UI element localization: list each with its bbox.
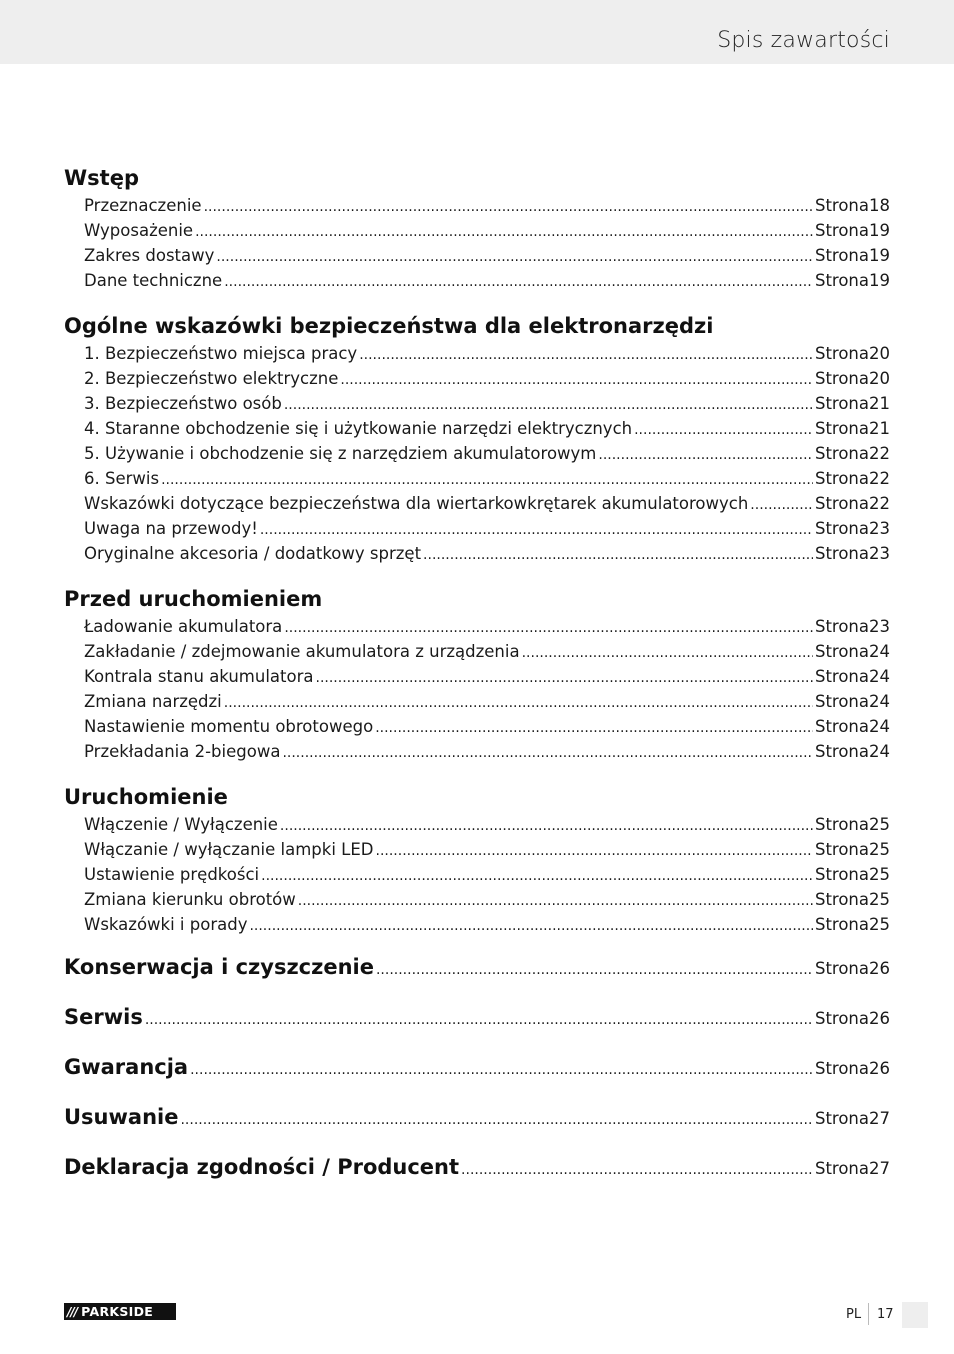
page-word: Strona xyxy=(814,494,869,513)
page-number: 24 xyxy=(869,717,890,736)
page-word: Strona xyxy=(814,815,869,834)
page-number: 25 xyxy=(869,915,890,934)
dot-leader xyxy=(423,543,813,568)
toc-entry-label: Ładowanie akumulatora xyxy=(84,617,283,636)
page-word: Strona xyxy=(814,519,869,538)
dot-leader xyxy=(216,245,813,270)
toc-entry[interactable] xyxy=(64,837,890,862)
toc-entry[interactable] xyxy=(64,243,890,268)
dot-leader xyxy=(750,493,813,518)
toc-entry-label: Wskazówki i porady xyxy=(84,915,248,934)
section-title: Gwarancja xyxy=(64,1055,189,1079)
dot-leader xyxy=(260,518,813,543)
dot-leader xyxy=(376,839,813,864)
toc-entry-label: Kontrala stanu akumulatora xyxy=(84,667,314,686)
toc-heading-warranty[interactable] xyxy=(64,1042,890,1092)
section-title: Uruchomienie xyxy=(64,785,228,809)
toc-entry[interactable] xyxy=(64,739,890,764)
page-number: 23 xyxy=(869,617,890,636)
toc-section-safety xyxy=(64,311,890,566)
page-word: Strona xyxy=(814,642,869,661)
dot-leader xyxy=(316,666,813,691)
page-word: Strona xyxy=(814,369,869,388)
dot-leader xyxy=(224,691,813,716)
page-word: Strona xyxy=(814,394,869,413)
toc-heading-service[interactable] xyxy=(64,992,890,1042)
toc-entry[interactable] xyxy=(64,812,890,837)
toc-section-before-start xyxy=(64,584,890,764)
toc-entry-label: 1. Bezpieczeństwo miejsca pracy xyxy=(84,344,358,363)
page-number: 23 xyxy=(869,519,890,538)
dot-leader xyxy=(280,814,813,839)
parkside-logo xyxy=(64,1303,176,1320)
toc-heading-maintenance[interactable] xyxy=(64,942,890,992)
toc-entry[interactable] xyxy=(64,416,890,441)
logo-text: PARKSIDE xyxy=(81,1304,154,1319)
section-title: Przed uruchomieniem xyxy=(64,587,323,611)
toc-entry[interactable] xyxy=(64,664,890,689)
page-number: 23 xyxy=(869,544,890,563)
section-title: Konserwacja i czyszczenie xyxy=(64,955,374,979)
toc-entry-label: 4. Staranne obchodzenie się i użytkowanie narzędzi elektrycznych xyxy=(84,419,633,438)
dot-leader xyxy=(634,418,813,443)
toc-entry[interactable] xyxy=(64,441,890,466)
dot-leader xyxy=(180,1095,813,1145)
toc-entry[interactable] xyxy=(64,516,890,541)
toc-entry-label: Zmiana narzędzi xyxy=(84,692,222,711)
dot-leader xyxy=(204,195,813,220)
page-word: Strona xyxy=(814,667,869,686)
logo-stripes-icon: /// xyxy=(67,1304,78,1319)
toc-entry[interactable] xyxy=(64,714,890,739)
section-title: Deklaracja zgodności / Producent xyxy=(64,1155,460,1179)
page-number: 27 xyxy=(869,1159,890,1178)
page-number: 27 xyxy=(869,1109,890,1128)
page-number: 25 xyxy=(869,865,890,884)
toc-heading-disposal[interactable] xyxy=(64,1092,890,1142)
toc-entry-label: Ustawienie prędkości xyxy=(84,865,260,884)
page-word: Strona xyxy=(814,742,869,761)
toc-entry-label: Przeznaczenie xyxy=(84,196,202,215)
page-word: Strona xyxy=(814,1109,869,1128)
page-number: 25 xyxy=(869,815,890,834)
dot-leader xyxy=(340,368,813,393)
toc-entry-label: Dane techniczne xyxy=(84,271,223,290)
page-number: 26 xyxy=(869,1009,890,1028)
toc-section-operation xyxy=(64,782,890,937)
page-word: Strona xyxy=(814,221,869,240)
page-word: Strona xyxy=(814,1009,869,1028)
toc-entry-label: Nastawienie momentu obrotowego xyxy=(84,717,374,736)
page-word: Strona xyxy=(814,890,869,909)
page-number: 19 xyxy=(869,221,890,240)
page-number-footer: 17 xyxy=(877,1307,894,1322)
page-number: 22 xyxy=(869,469,890,488)
section-title: Serwis xyxy=(64,1005,143,1029)
toc-entry[interactable] xyxy=(64,541,890,566)
page-number: 24 xyxy=(869,742,890,761)
page-title: Spis zawartości xyxy=(717,28,890,53)
page-number: 24 xyxy=(869,692,890,711)
page-number: 24 xyxy=(869,642,890,661)
dot-leader xyxy=(161,468,813,493)
dot-leader xyxy=(284,616,813,641)
toc-entry[interactable] xyxy=(64,614,890,639)
page-number: 25 xyxy=(869,890,890,909)
footer-divider xyxy=(868,1303,869,1325)
dot-leader xyxy=(522,641,813,666)
toc-entry-label: Wyposażenie xyxy=(84,221,194,240)
toc-entry[interactable] xyxy=(64,689,890,714)
footer-tab-box xyxy=(902,1302,928,1328)
dot-leader xyxy=(598,443,813,468)
toc-entry-label: Zakładanie / zdejmowanie akumulatora z urządzenia xyxy=(84,642,520,661)
page-word: Strona xyxy=(814,717,869,736)
page-word: Strona xyxy=(814,469,869,488)
page-number: 19 xyxy=(869,271,890,290)
page-word: Strona xyxy=(814,692,869,711)
page-number: 19 xyxy=(869,246,890,265)
page-number: 24 xyxy=(869,667,890,686)
dot-leader xyxy=(249,914,813,939)
page-number: 26 xyxy=(869,1059,890,1078)
toc-entry[interactable] xyxy=(64,391,890,416)
dot-leader xyxy=(375,716,813,741)
page-word: Strona xyxy=(814,617,869,636)
toc-entry-label: Przekładania 2-biegowa xyxy=(84,742,281,761)
page-word: Strona xyxy=(814,419,869,438)
toc-entry[interactable] xyxy=(64,268,890,293)
section-title: Ogólne wskazówki bezpieczeństwa dla elektronarzędzi xyxy=(64,314,714,338)
dot-leader xyxy=(359,343,813,368)
toc-entry-label: Uwaga na przewody! xyxy=(84,519,258,538)
page-number: 20 xyxy=(869,344,890,363)
dot-leader xyxy=(224,270,813,295)
dot-leader xyxy=(261,864,813,889)
toc-entry-label: Oryginalne akcesoria / dodatkowy sprzęt xyxy=(84,544,422,563)
page-word: Strona xyxy=(814,959,869,978)
page-number: 21 xyxy=(869,394,890,413)
dot-leader xyxy=(190,1045,813,1095)
toc-entry[interactable] xyxy=(64,466,890,491)
toc-entry[interactable] xyxy=(64,491,890,516)
dot-leader xyxy=(284,393,813,418)
section-title: Wstęp xyxy=(64,166,139,190)
page-word: Strona xyxy=(814,444,869,463)
dot-leader xyxy=(461,1145,813,1195)
toc-entry[interactable] xyxy=(64,341,890,366)
toc-entry-label: 6. Serwis xyxy=(84,469,160,488)
toc-entry-label: Włączenie / Wyłączenie xyxy=(84,815,278,834)
toc-entry[interactable] xyxy=(64,218,890,243)
toc-heading-declaration[interactable] xyxy=(64,1142,890,1192)
page-word: Strona xyxy=(814,544,869,563)
toc-entry[interactable] xyxy=(64,887,890,912)
page-word: Strona xyxy=(814,840,869,859)
toc-entry[interactable] xyxy=(64,639,890,664)
dot-leader xyxy=(195,220,813,245)
section-title: Usuwanie xyxy=(64,1105,179,1129)
page-number: 18 xyxy=(869,196,890,215)
toc-entry-label: Włączanie / wyłączanie lampki LED xyxy=(84,840,374,859)
page-number: 22 xyxy=(869,444,890,463)
page-number: 20 xyxy=(869,369,890,388)
page-number: 22 xyxy=(869,494,890,513)
page-word: Strona xyxy=(814,246,869,265)
dot-leader xyxy=(376,945,813,995)
dot-leader xyxy=(298,889,813,914)
page-word: Strona xyxy=(814,915,869,934)
page-word: Strona xyxy=(814,1059,869,1078)
table-of-contents xyxy=(64,163,890,1192)
page-word: Strona xyxy=(814,271,869,290)
toc-entry-label: 3. Bezpieczeństwo osób xyxy=(84,394,282,413)
dot-leader xyxy=(145,995,813,1045)
toc-entry-label: Wskazówki dotyczące bezpieczeństwa dla wiertarkowkrętarek akumulatorowych xyxy=(84,494,749,513)
page-number: 26 xyxy=(869,959,890,978)
page-number: 21 xyxy=(869,419,890,438)
toc-entry[interactable] xyxy=(64,912,890,937)
toc-entry-label: Zakres dostawy xyxy=(84,246,215,265)
page-word: Strona xyxy=(814,344,869,363)
toc-entry[interactable] xyxy=(64,193,890,218)
dot-leader xyxy=(282,741,813,766)
page-word: Strona xyxy=(814,1159,869,1178)
language-code: PL xyxy=(846,1307,862,1322)
page-word: Strona xyxy=(814,865,869,884)
page-number: 25 xyxy=(869,840,890,859)
toc-entry[interactable] xyxy=(64,366,890,391)
toc-entry-label: 5. Używanie i obchodzenie się z narzędziem akumulatorowym xyxy=(84,444,597,463)
toc-entry-label: 2. Bezpieczeństwo elektryczne xyxy=(84,369,339,388)
toc-entry-label: Zmiana kierunku obrotów xyxy=(84,890,296,909)
page-word: Strona xyxy=(814,196,869,215)
toc-section-wstep xyxy=(64,163,890,293)
toc-entry[interactable] xyxy=(64,862,890,887)
